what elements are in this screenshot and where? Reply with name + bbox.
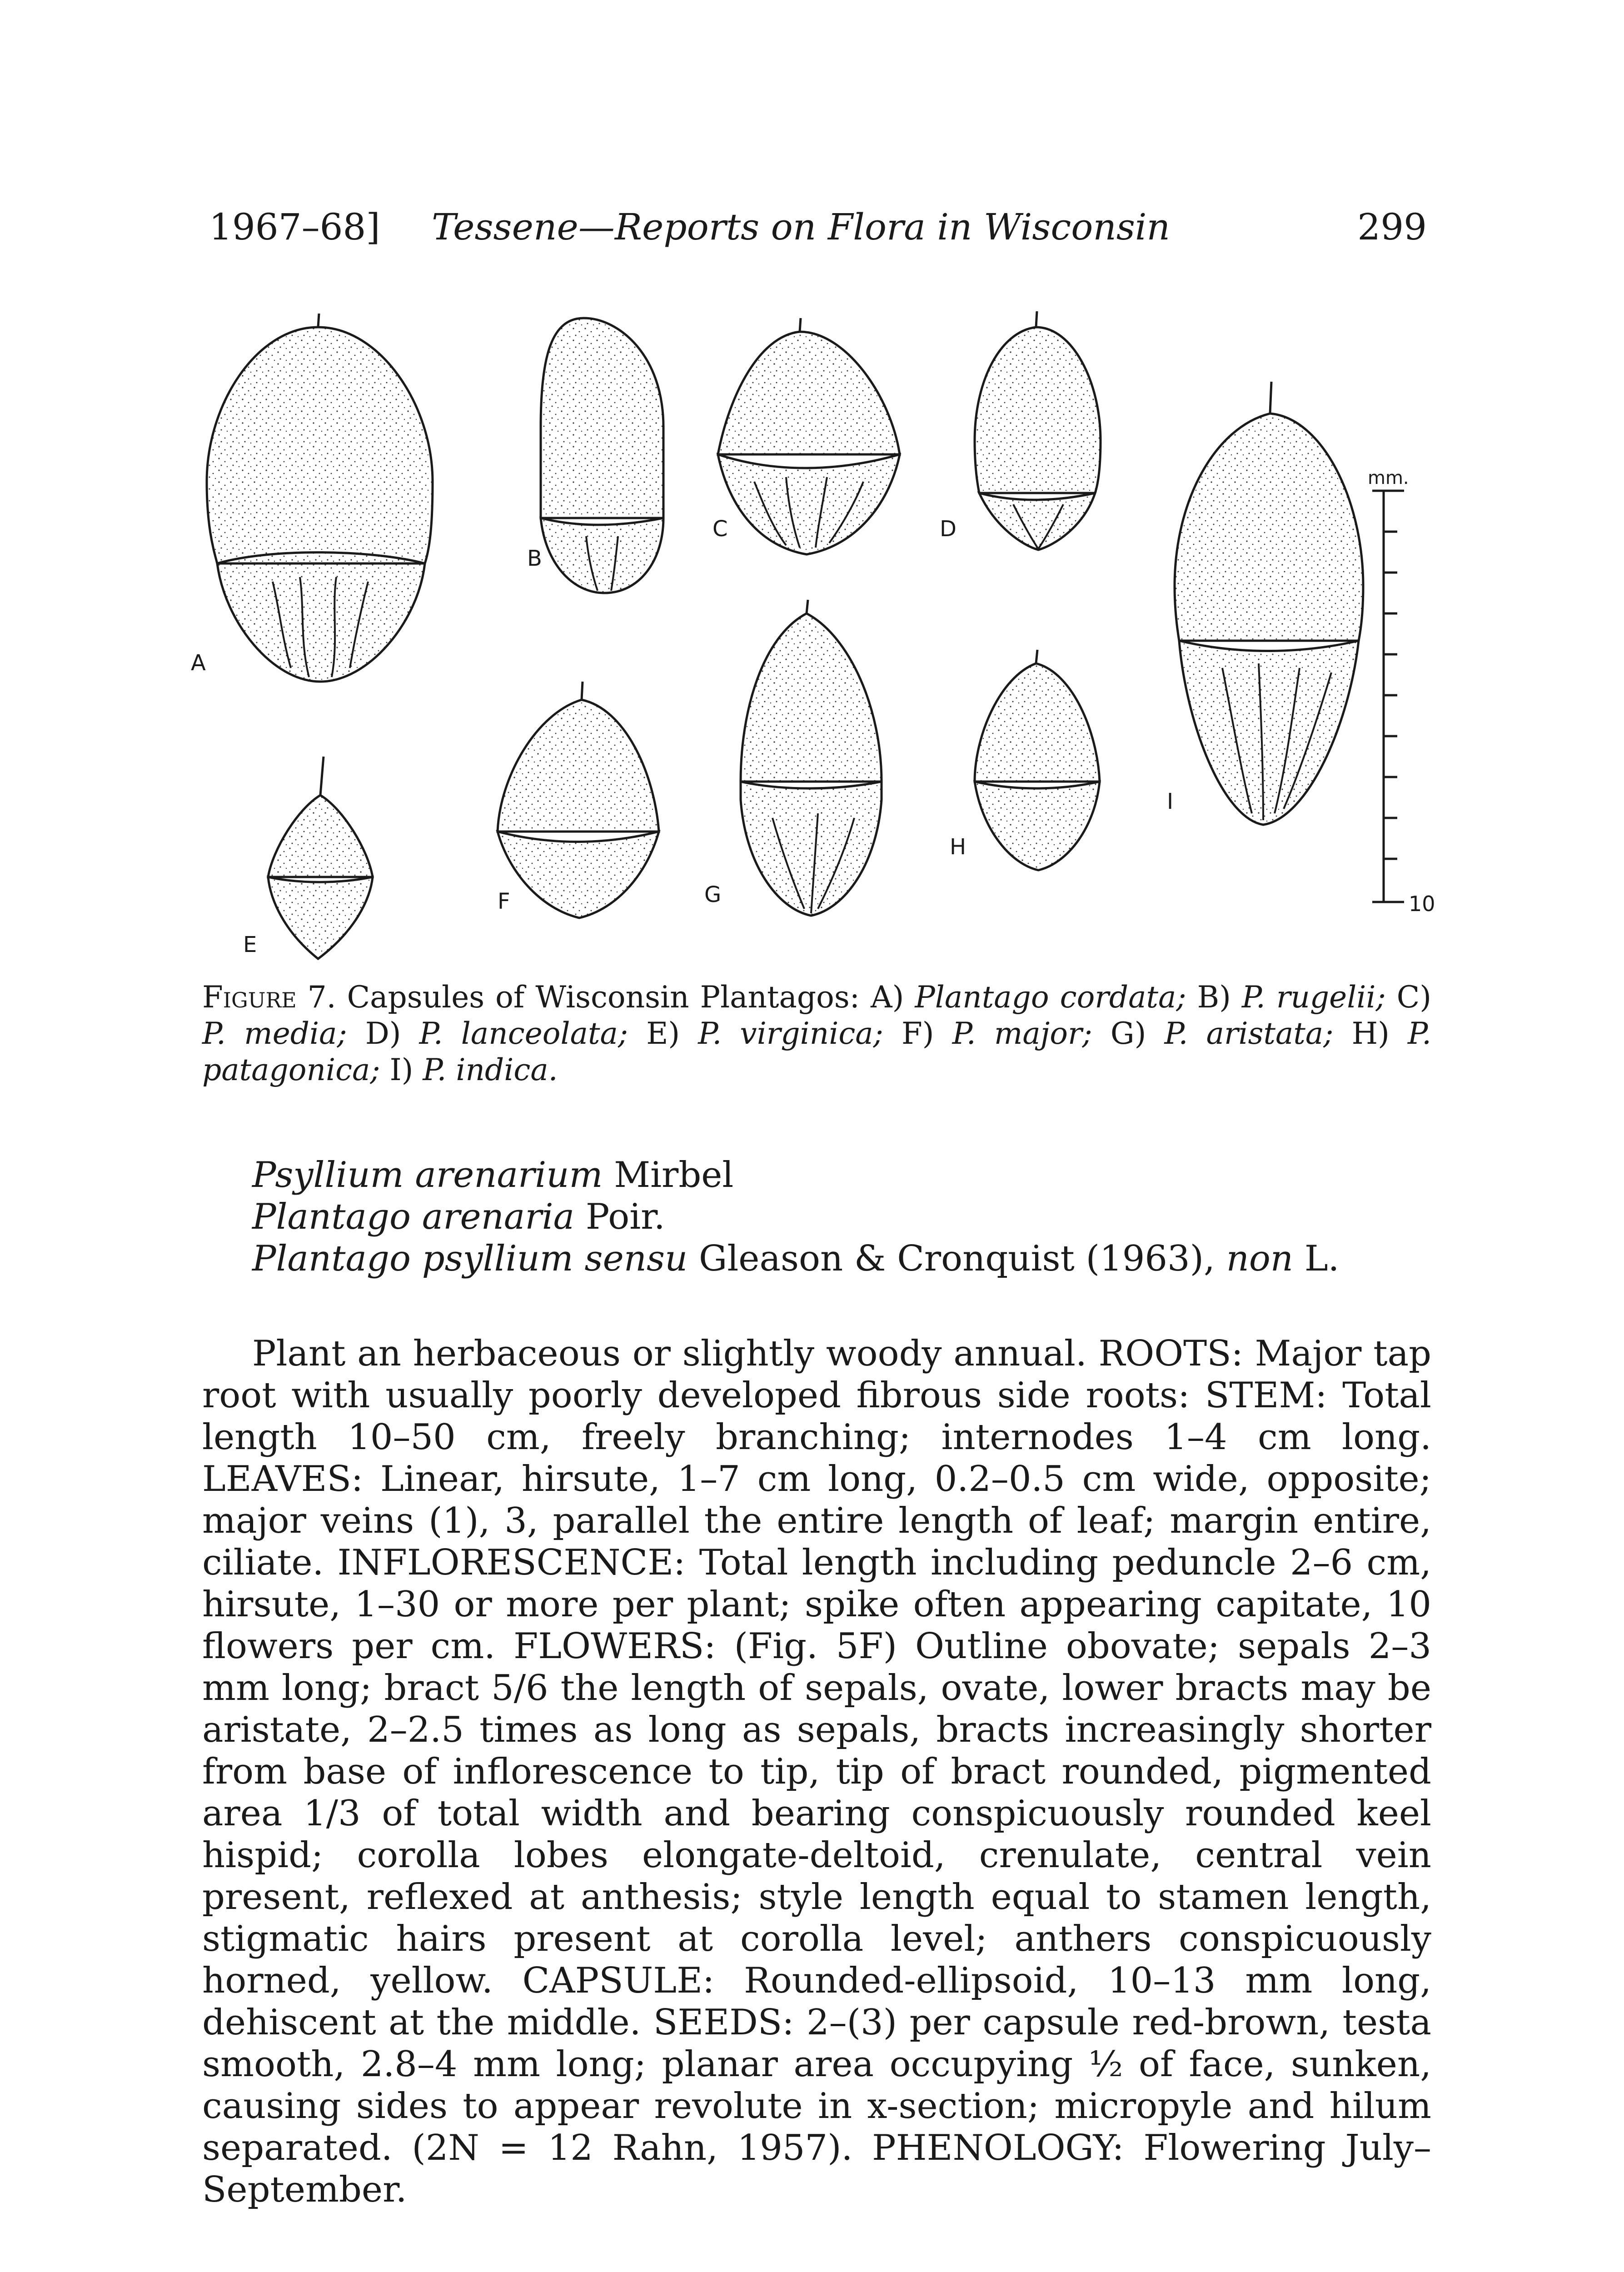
- running-title: Tessene—Reports on Flora in Wisconsin: [432, 206, 1171, 248]
- capsule-c-drawing: [718, 318, 900, 554]
- synonym-author-end: L.: [1293, 1238, 1340, 1279]
- caption-label-f: F): [883, 1016, 952, 1051]
- caption-label-d: D): [347, 1016, 419, 1051]
- capsule-a-drawing: [207, 314, 433, 682]
- running-header: [209, 202, 1427, 252]
- caption-species-d: P. lanceolata;: [419, 1016, 628, 1051]
- capsule-drawings: [182, 291, 1454, 982]
- synonym-author: Poir.: [574, 1196, 665, 1237]
- caption-label-g: G): [1092, 1016, 1165, 1051]
- panel-label-g: G: [704, 882, 722, 907]
- caption-species-b: P. rugelii;: [1241, 980, 1386, 1015]
- caption-label-h: H): [1333, 1016, 1408, 1051]
- scale-bar: [1372, 491, 1404, 902]
- caption-label-c: C): [1385, 980, 1432, 1015]
- caption-species-e: P. virginica;: [698, 1016, 883, 1051]
- synonym-name: Plantago arenaria: [252, 1196, 575, 1237]
- synonym-author: Gleason & Cronquist (1963),: [687, 1238, 1226, 1279]
- caption-species-g: P. aristata;: [1164, 1016, 1334, 1051]
- caption-label-i: I): [380, 1052, 423, 1087]
- volume-years: 1967–68]: [209, 206, 380, 248]
- panel-label-a: A: [191, 650, 206, 676]
- caption-intro: 7. Capsules of Wisconsin Plantagos: A): [296, 980, 915, 1015]
- caption-label-e: E): [628, 1016, 698, 1051]
- synonym-line: [252, 1196, 1434, 1238]
- panel-label-f: F: [498, 889, 510, 914]
- figure-7-capsules: [182, 291, 1454, 982]
- caption-species-c: P. media;: [202, 1016, 347, 1051]
- capsule-i-drawing: [1175, 382, 1363, 825]
- synonym-name: Psyllium arenarium: [252, 1155, 603, 1196]
- caption-label-b: B): [1186, 980, 1242, 1015]
- capsule-e-drawing: [268, 757, 373, 959]
- caption-species-a: Plantago cordata;: [915, 980, 1186, 1015]
- panel-label-c: C: [712, 516, 728, 542]
- caption-species-f: P. major;: [952, 1016, 1092, 1051]
- scale-max-label: 10: [1409, 892, 1435, 916]
- figure-word: Figure: [202, 980, 297, 1015]
- caption-species-h: P. patagonica;: [202, 1016, 1432, 1087]
- panel-label-d: D: [940, 516, 956, 542]
- synonym-line: [252, 1238, 1434, 1280]
- species-description: Plant an herbaceous or slightly woody annual. ROOTS: Major tap root with usually poorly developed fibrous side roots: STEM: Total length 10–50 cm, freely branching; internodes 1–4 cm long. LEAVES: Linear, hirsute, 1–7 cm long, 0.2–0.5 cm wide, opposite; major veins (1), 3, parallel the entire length of leaf; margin entire, ciliate. INFLORESCENCE: Total length including peduncle 2–6 cm, hirsute, 1–30 or more per plant; spike often appearing capitate, 10 flowers per cm. FLOWERS: (Fig. 5F) Outline obovate; sepals 2–3 mm long; bract 5/6 the length of sepals, ovate, lower bracts may be aristate, 2–2.5 times as long as sepals, bracts increasingly shorter from base of inflorescence to tip, tip of bract rounded, pigmented area 1/3 of total width and bearing conspicuously rounded keel hispid; corolla lobes elongate-deltoid, crenulate, central vein present, reflexed at anthesis; style length equal to stamen length, stigmatic hairs present at corolla level; anthers conspicuously horned, yellow. CAPSULE: Rounded-ellipsoid, 10–13 mm long, dehiscent at the middle. SEEDS: 2–(3) per capsule red-brown, testa smooth, 2.8–4 mm long; planar area occupying ½ of face, sunken, causing sides to appear revolute in x-section; micropyle and hilum separated. (2N = 12 Rahn, 1957). PHENOLOGY: Flowering July–September.: [202, 1333, 1431, 2210]
- capsule-f-drawing: [498, 682, 659, 918]
- capsule-h-drawing: [975, 650, 1100, 870]
- caption-species-i: P. indica.: [423, 1052, 558, 1087]
- synonym-author: Mirbel: [603, 1155, 734, 1196]
- panel-label-i: I: [1167, 789, 1174, 814]
- panel-label-h: H: [950, 834, 966, 860]
- scale-unit-label: mm.: [1368, 468, 1409, 488]
- capsule-d-drawing: [975, 311, 1101, 550]
- capsule-b-drawing: [541, 318, 663, 593]
- synonym-name: Plantago psyllium sensu: [252, 1238, 688, 1279]
- figure-caption: [202, 979, 1431, 1088]
- synonym-line: [252, 1154, 1434, 1196]
- panel-label-b: B: [527, 546, 542, 571]
- page-number: 299: [1357, 206, 1427, 248]
- synonym-qualifier: non: [1226, 1238, 1294, 1279]
- capsule-g-drawing: [741, 600, 882, 916]
- species-synonyms: [252, 1154, 1434, 1280]
- panel-label-e: E: [243, 932, 257, 957]
